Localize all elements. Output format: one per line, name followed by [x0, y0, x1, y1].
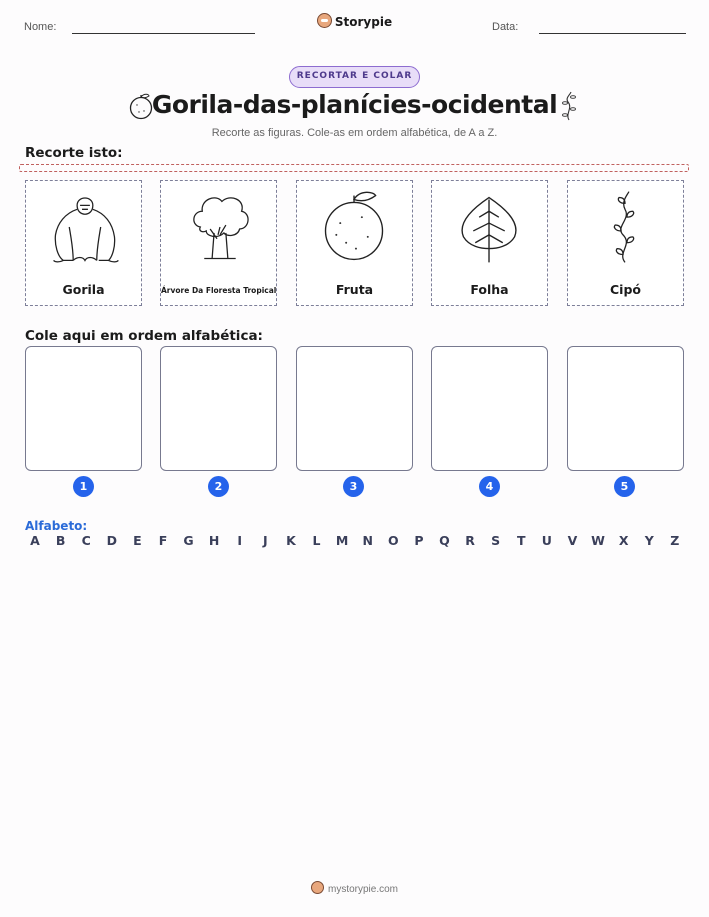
orange-fruit-icon: [297, 187, 412, 267]
vine-icon: [568, 187, 683, 267]
cut-line: [19, 164, 689, 172]
alphabet-letter: P: [414, 533, 424, 548]
alphabet-letter: R: [465, 533, 475, 548]
card-label: Fruta: [335, 282, 374, 297]
alphabet-letter: G: [183, 533, 194, 548]
slot-number-2: 2: [208, 476, 229, 497]
storypie-logo-icon: [317, 13, 332, 28]
alphabet-letter: M: [335, 533, 349, 548]
alphabet-letter: U: [541, 533, 552, 548]
alphabet-letter: K: [286, 533, 296, 548]
slot-number-4: 4: [479, 476, 500, 497]
date-label: Data:: [492, 21, 519, 33]
cut-card-vine[interactable]: [567, 180, 684, 306]
alphabet-letter: H: [208, 533, 220, 548]
alphabet-letter: J: [263, 533, 268, 548]
instructions: Recorte as figuras. Cole-as em ordem alfabética, de A a Z.: [211, 127, 498, 139]
alphabet-letter: C: [81, 533, 91, 548]
alphabet-letter: O: [387, 533, 399, 548]
tree-icon: [161, 187, 276, 267]
card-label: Cipó: [610, 282, 641, 297]
paste-heading: Cole aqui em ordem alfabética:: [25, 328, 263, 344]
alphabet-letter: Z: [670, 533, 680, 548]
storypie-logo-icon: [311, 881, 324, 894]
date-line[interactable]: [539, 33, 686, 34]
paste-slot-2[interactable]: [160, 346, 277, 471]
alphabet-letter: N: [362, 533, 373, 548]
alphabet-letter: F: [158, 533, 168, 548]
vine-icon: [560, 90, 578, 122]
alphabet-letter: Y: [644, 533, 654, 548]
name-label: Nome:: [24, 21, 57, 33]
paste-slot-4[interactable]: [431, 346, 548, 471]
paste-slot-1[interactable]: [25, 346, 142, 471]
alphabet-heading: Alfabeto:: [25, 519, 88, 533]
page-title: Gorila-das-planícies-ocidental: [151, 90, 558, 119]
leaf-icon: [432, 187, 547, 267]
card-label: Árvore Da Floresta Tropical: [161, 286, 277, 295]
cut-heading: Recorte isto:: [25, 145, 123, 161]
cut-card-leaf[interactable]: [431, 180, 548, 306]
brand-logo: [0, 13, 709, 29]
alphabet-row: [25, 533, 685, 548]
alphabet-letter: I: [237, 533, 243, 548]
cut-card-gorilla[interactable]: [25, 180, 142, 306]
cut-card-fruit[interactable]: [296, 180, 413, 306]
alphabet-letter: X: [618, 533, 629, 548]
card-label: Gorila: [62, 282, 105, 297]
alphabet-letter: E: [133, 533, 142, 548]
brand-name: Storypie: [334, 15, 393, 29]
alphabet-letter: T: [517, 533, 526, 548]
alphabet-letter: S: [491, 533, 501, 548]
footer: [0, 881, 709, 895]
cut-card-tree[interactable]: [160, 180, 277, 306]
slot-number-5: 5: [614, 476, 635, 497]
alphabet-letter: V: [567, 533, 578, 548]
paste-slot-5[interactable]: [567, 346, 684, 471]
name-line[interactable]: [72, 33, 255, 34]
activity-badge: RECORTAR E COLAR: [289, 66, 420, 88]
paste-slot-3[interactable]: [296, 346, 413, 471]
card-label: Folha: [470, 282, 509, 297]
gorilla-icon: [26, 187, 141, 267]
alphabet-letter: L: [312, 533, 321, 548]
alphabet-letter: W: [591, 533, 605, 548]
alphabet-letter: A: [30, 533, 40, 548]
slot-number-3: 3: [343, 476, 364, 497]
alphabet-letter: Q: [439, 533, 450, 548]
alphabet-letter: D: [106, 533, 117, 548]
alphabet-letter: B: [55, 533, 66, 548]
slot-number-1: 1: [73, 476, 94, 497]
footer-url[interactable]: mystorypie.com: [327, 884, 398, 895]
